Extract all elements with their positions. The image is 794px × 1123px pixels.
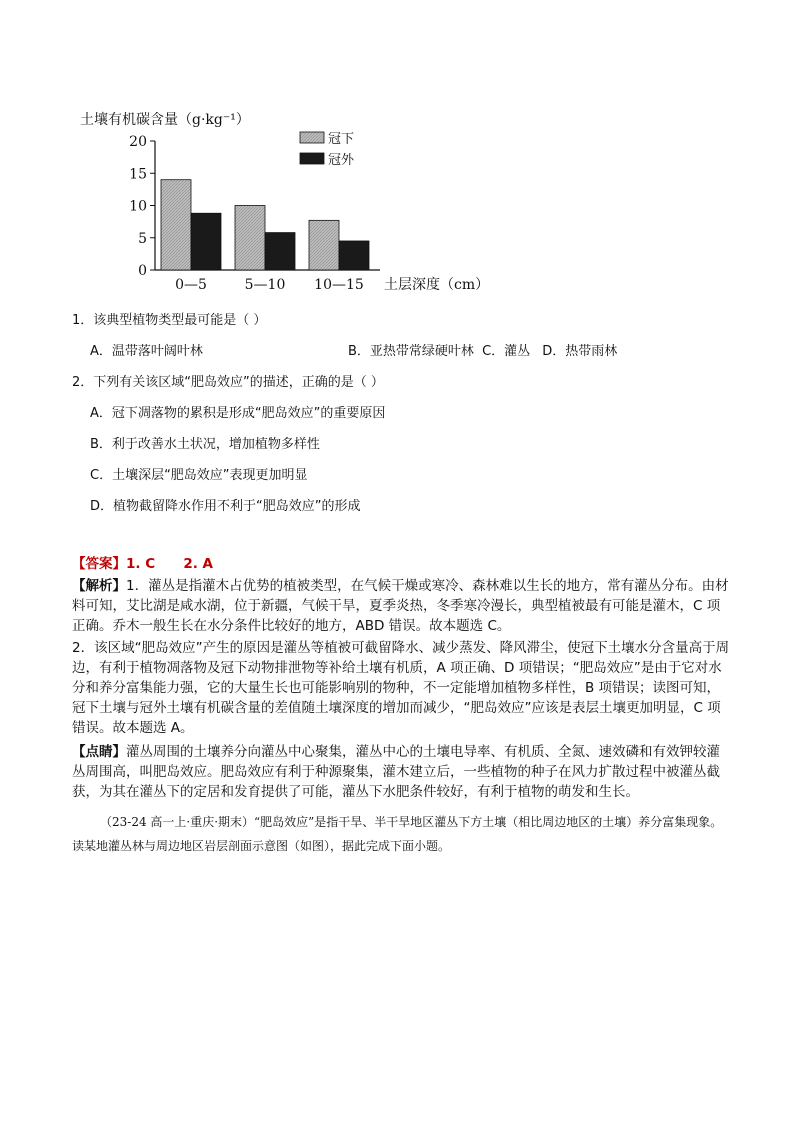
analysis-p2: 2．该区域“肥岛效应”产生的原因是灌丛等植被可截留降水、减少蒸发、降风滞尘，使冠下土壤水分含量高于周边，有利于植物凋落物及冠下动物排泄物等补给土壤有机质，A 项正确、D 项错误；“肥岛效应”是由于它对水分和养分富集能力强，它的大量生长也可能影响别的物种，不一定能增加植物多样性，B 项错误；读图可知，冠下土壤与冠外土壤有机碳含量的差值随土壤深度的增加而减少，“肥岛效应”应该是表层土壤更加明显，C 项错误。故本题选 A。 bbox=[72, 640, 730, 736]
bar-guanxia-2 bbox=[309, 220, 339, 270]
q1-option-c-text: C．灌丛 bbox=[482, 344, 531, 359]
legend-swatch bbox=[300, 153, 324, 164]
question-2-stem: 2．下列有关该区域“肥岛效应”的描述，正确的是（ ） bbox=[72, 375, 384, 390]
x-axis-label: 土层深度（cm） bbox=[384, 277, 490, 293]
y-tick-label: 10 bbox=[129, 198, 147, 215]
q1-option-b bbox=[348, 343, 617, 361]
analysis-p1 bbox=[72, 576, 732, 636]
comment-paragraph bbox=[72, 742, 732, 802]
y-tick-label: 0 bbox=[138, 263, 147, 279]
analysis-label: 【解析】 bbox=[72, 578, 126, 594]
y-tick-label: 15 bbox=[129, 166, 147, 183]
x-tick-label: 10—15 bbox=[314, 277, 364, 293]
comment-text: 灌丛周围的土壤养分向灌丛中心聚集，灌丛中心的土壤电导率、有机质、全氮、速效磷和有效钾较灌丛周围高，叫肥岛效应。肥岛效应有利于种源聚集，灌木建立后，一些植物的种子在风力扩散过程中被灌丛截获，为其在灌丛下的定居和发育提供了可能，灌丛下水肥条件较好，有利于植物的萌发和生长。 bbox=[72, 744, 720, 800]
bar-guanwai-1 bbox=[265, 233, 295, 270]
next-question-source: （23-24 高一上·重庆·期末）“肥岛效应”是指干旱、半干旱地区灌丛下方土壤（相比周边地区的土壤）养分富集现象。读某地灌丛林与周边地区岩层剖面示意图（如图），据此完成下面小题。 bbox=[72, 815, 723, 853]
analysis-p1-text: 1．灌丛是指灌木占优势的植被类型，在气候干燥或寒冷、森林难以生长的地方，常有灌丛分布。由材料可知，艾比湖是咸水湖，位于新疆，气候干旱，夏季炎热，冬季寒冷漫长，典型植被最有可能是灌木，C 项正确。乔木一般生长在水分条件比较好的地方，ABD 错误。故本题选 C。 bbox=[72, 578, 729, 634]
bar-guanwai-2 bbox=[339, 241, 369, 270]
chart-svg bbox=[70, 108, 510, 298]
legend-label: 冠下 bbox=[328, 132, 355, 147]
q1-option-a: A．温带落叶阔叶林 bbox=[90, 344, 203, 359]
q2-option-d: D．植物截留降水作用不利于“肥岛效应”的形成 bbox=[90, 499, 361, 514]
q1-option-b-text: B．亚热带常绿硬叶林 bbox=[348, 344, 474, 359]
bar-guanwai-0 bbox=[191, 213, 221, 270]
q1-option-d-text: D．热带雨林 bbox=[542, 344, 618, 359]
legend-label: 冠外 bbox=[328, 153, 355, 168]
q2-option-a: A．冠下凋落物的累积是形成“肥岛效应”的重要原因 bbox=[90, 406, 386, 421]
answer-text: 1. C 2. A bbox=[126, 556, 213, 572]
bar-guanxia-1 bbox=[235, 206, 265, 271]
chart-title: 土壤有机碳含量（g·kg⁻¹） bbox=[80, 112, 250, 128]
y-tick-label: 20 bbox=[129, 134, 147, 150]
bar-guanxia-0 bbox=[161, 180, 191, 270]
answer-line bbox=[72, 554, 732, 574]
question-1-stem: 1．该典型植物类型最可能是（ ） bbox=[72, 313, 267, 328]
comment-label: 【点睛】 bbox=[72, 744, 126, 760]
q2-option-c: C．土壤深层“肥岛效应”表现更加明显 bbox=[90, 468, 308, 483]
y-tick-label: 5 bbox=[138, 230, 147, 247]
answer-label: 【答案】 bbox=[72, 556, 126, 572]
x-tick-label: 5—10 bbox=[244, 277, 286, 293]
legend-swatch bbox=[300, 132, 324, 143]
x-tick-label: 0—5 bbox=[175, 277, 207, 293]
q2-option-b: B．利于改善水土状况，增加植物多样性 bbox=[90, 437, 320, 452]
organic-carbon-bar-chart bbox=[70, 108, 510, 298]
